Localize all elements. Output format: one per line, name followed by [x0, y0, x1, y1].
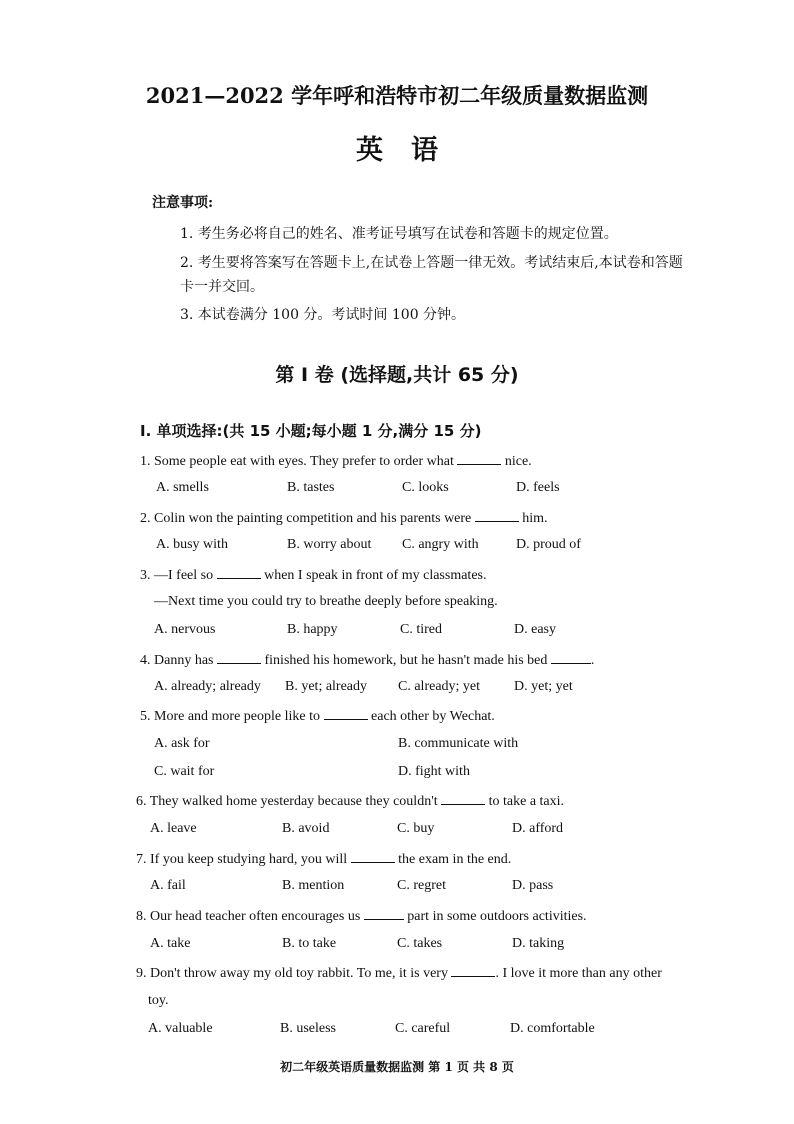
question-4 [140, 651, 594, 669]
page-footer: 初二年级英语质量数据监测 第 1 页 共 8 页 [280, 1060, 514, 1074]
question-text: 9. Don't throw away my old toy rabbit. To me, it is very [136, 966, 448, 981]
subject-title: 英语 [356, 135, 466, 166]
question-5 [140, 707, 495, 725]
notice-item: 3. 本试卷满分 100 分。考试时间 100 分钟。 [180, 307, 466, 323]
question-7 [136, 850, 511, 868]
section-heading: I. 单项选择:(共 15 小题;每小题 1 分,满分 15 分) [140, 422, 482, 440]
question-text: the exam in the end. [398, 852, 512, 867]
option: A. fail [150, 878, 186, 893]
option: D. pass [512, 878, 554, 893]
question-text: 1. Some people eat with eyes. They prefer to order what [140, 454, 454, 469]
answer-blank [364, 907, 404, 920]
question-6 [136, 792, 564, 810]
question-3 [140, 566, 486, 584]
answer-blank [457, 452, 501, 465]
option: A. leave [150, 821, 197, 836]
option: B. yet; already [285, 679, 368, 694]
notice-item: 卡一并交回。 [180, 279, 264, 295]
question-2 [140, 509, 548, 527]
question-text: 3. —I feel so [140, 568, 214, 583]
answer-blank [217, 651, 261, 664]
answer-blank [351, 850, 395, 863]
option: D. easy [514, 622, 556, 637]
option: D. taking [512, 936, 565, 951]
notice-item: 1. 考生务必将自己的姓名、准考证号填写在试卷和答题卡的规定位置。 [180, 226, 618, 242]
answer-blank [324, 707, 368, 720]
question-text: finished his homework, but he hasn't made his bed [264, 653, 548, 668]
question-text: to take a taxi. [488, 794, 565, 809]
question-text: 4. Danny has [140, 653, 214, 668]
question-1 [140, 452, 532, 470]
question-9 [136, 964, 662, 982]
option: B. communicate with [398, 736, 519, 751]
question-text: 7. If you keep studying hard, you will [136, 852, 348, 867]
option: C. wait for [154, 764, 215, 779]
question-8 [136, 907, 587, 925]
option: C. careful [395, 1021, 451, 1036]
question-text: 6. They walked home yesterday because they couldn't [136, 794, 438, 809]
question-text: nice. [504, 454, 532, 469]
option: A. smells [156, 480, 209, 495]
option: A. ask for [154, 736, 210, 751]
option: A. busy with [156, 537, 228, 552]
option: D. proud of [516, 537, 581, 552]
option: A. take [150, 936, 191, 951]
option: B. mention [282, 878, 345, 893]
answer-blank [217, 566, 261, 579]
option: C. buy [397, 821, 435, 836]
question-text: when I speak in front of my classmates. [264, 568, 487, 583]
part-title: 第 I 卷 (选择题,共计 65 分) [275, 364, 519, 386]
question-text: —Next time you could try to breathe deeply before speaking. [154, 594, 498, 609]
option: D. fight with [398, 764, 470, 779]
option: C. tired [400, 622, 442, 637]
question-text: . [590, 653, 595, 668]
option: C. takes [397, 936, 443, 951]
question-text: 2. Colin won the painting competition and his parents were [140, 511, 472, 526]
option: B. useless [280, 1021, 336, 1036]
option: B. to take [282, 936, 337, 951]
question-text: toy. [148, 993, 169, 1008]
option: A. valuable [148, 1021, 213, 1036]
answer-blank [551, 651, 591, 664]
option: D. comfortable [510, 1021, 595, 1036]
question-text: part in some outdoors activities. [407, 909, 587, 924]
notice-heading: 注意事项: [152, 195, 214, 211]
answer-blank [451, 964, 495, 977]
option: C. regret [397, 878, 446, 893]
question-text: him. [522, 511, 548, 526]
notice-item: 2. 考生要将答案写在答题卡上,在试卷上答题一律无效。考试结束后,本试卷和答题 [180, 255, 683, 271]
answer-blank [475, 509, 519, 522]
exam-title: 2021—2022 学年呼和浩特市初二年级质量数据监测 [145, 83, 649, 108]
option: A. nervous [154, 622, 216, 637]
option: C. already; yet [398, 679, 481, 694]
option: B. worry about [287, 537, 372, 552]
option: B. happy [287, 622, 338, 637]
answer-blank [441, 792, 485, 805]
option: A. already; already [154, 679, 261, 694]
option: B. tastes [287, 480, 335, 495]
option: D. feels [516, 480, 560, 495]
option: C. angry with [402, 537, 479, 552]
question-text: 5. More and more people like to [140, 709, 321, 724]
question-text: each other by Wechat. [371, 709, 495, 724]
option: B. avoid [282, 821, 330, 836]
option: D. afford [512, 821, 564, 836]
question-text: . I love it more than any other [495, 966, 662, 981]
question-text: 8. Our head teacher often encourages us [136, 909, 361, 924]
option: D. yet; yet [514, 679, 573, 694]
option: C. looks [402, 480, 449, 495]
